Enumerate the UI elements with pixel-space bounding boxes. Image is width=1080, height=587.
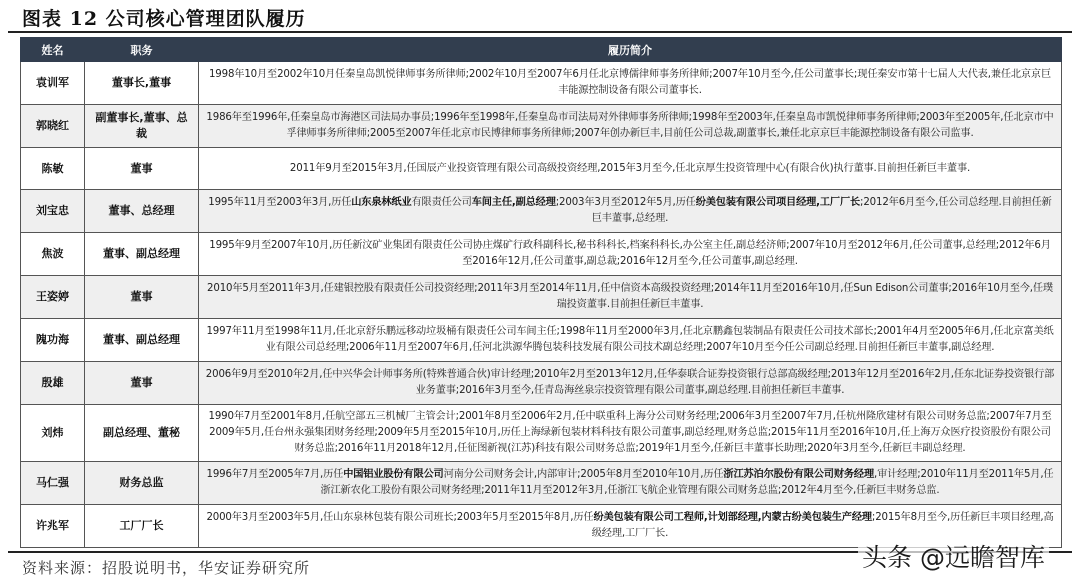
member-bio-cell: [199, 190, 1062, 233]
member-name-cell: 陈敏: [21, 148, 85, 190]
table-row: [21, 233, 1062, 276]
bio-text: ;2015年8月至今,历任新巨丰项目经理,高级经理,工厂厂长.: [591, 512, 1054, 539]
member-role-cell: 董事、副总经理: [85, 319, 199, 362]
bio-text: 1995年9月至2007年10月,历任新汶矿业集团有限责任公司协庄煤矿行政科副科长,秘书科科长,档案科科长,办公室主任,副总经济师;2007年10月至2012年6月,任公司董事,总经理;2012年6月至2016年12月,任公司董事,副总裁;2016年12月至今,任公司董事,副总经理.: [209, 240, 1051, 267]
bio-emphasis-text: 浙江苏泊尔股份有限公司财务经理: [723, 469, 874, 480]
member-name-cell: 袁训军: [21, 62, 85, 105]
table-row: [21, 276, 1062, 319]
bio-text: 2006年9月至2010年2月,任中兴华会计师事务所(特殊普通合伙)审计经理;2010年2月至2013年12月,任华泰联合证券投资银行总部高级经理;2013年12月至2016年2月,任东北证券投资银行部业务董事;2016年3月至今,任青岛海丝泉宗投资管理有限公司董事,副总经理.目前担任新巨丰董事.: [205, 369, 1055, 396]
member-bio-cell: [199, 148, 1062, 190]
member-role-cell: 副总经理、董秘: [85, 405, 199, 462]
member-bio-cell: [199, 462, 1062, 505]
member-bio-cell: [199, 405, 1062, 462]
table-row: [21, 319, 1062, 362]
bio-emphasis-text: 山东泉林纸业: [351, 197, 412, 208]
bio-text: 1996年7月至2005年7月,历任: [206, 469, 344, 480]
member-name-cell: 郭晓红: [21, 105, 85, 148]
member-name-cell: 王姿婷: [21, 276, 85, 319]
watermark-text: 头条 @远瞻智库: [858, 538, 1049, 574]
table-row: [21, 62, 1062, 105]
member-name-cell: 隗功海: [21, 319, 85, 362]
bio-text: ;2003年3月至2012年5月,历任: [555, 197, 696, 208]
figure-title: 图表 12 公司核心管理团队履历: [22, 8, 306, 30]
member-role-cell: 副董事长,董事、总裁: [85, 105, 199, 148]
bio-emphasis-text: 中国铝业股份有限公司: [343, 469, 444, 480]
table-header-row: [21, 38, 1062, 62]
bio-text: 1986年至1996年,任秦皇岛市海港区司法局办事员;1996年至1998年,任秦皇岛市司法局对外律师事务所律师;1998年至2003年,任秦皇岛市凯悦律师事务所律师;2003年至2005年,任北京市中孚律师事务所律师;2005至2007年任北京市民博律师事务所律师;2007年创办新巨丰,目前任公司总裁,副董事长,兼任北京京巨丰能源控制设备有限公司监事.: [206, 112, 1054, 139]
member-role-cell: 财务总监: [85, 462, 199, 505]
member-name-cell: 马仁强: [21, 462, 85, 505]
source-note: 资料来源：招股说明书，华安证券研究所: [22, 559, 311, 577]
bio-text: 河南分公司财务会计,内部审计;2005年8月至2010年10月,历任: [443, 469, 724, 480]
bio-emphasis-text: 纷美包装有限公司工程师,计划部经理,内蒙古纷美包装生产经理: [593, 512, 872, 523]
bio-text: 2000年3月至2003年5月,任山东泉林包装有限公司班长;2003年5月至2015年8月,历任: [206, 512, 594, 523]
table-row: [21, 148, 1062, 190]
member-bio-cell: [199, 276, 1062, 319]
member-name-cell: 许兆军: [21, 505, 85, 548]
column-header-name: 姓名: [21, 38, 85, 62]
bio-emphasis-text: 纷美包装有限公司项目经理,工厂厂长: [695, 197, 861, 208]
member-role-cell: 董事、总经理: [85, 190, 199, 233]
bio-text: 2010年5月至2011年3月,任建银控股有限责任公司投资经理;2011年3月至2014年11月,任中信资本高级投资经理;2014年11月至2016年10月,任Sun Edison公司董事;2016年10月至今,任璞瑞投资董事.目前担任新巨丰董事.: [207, 283, 1053, 310]
member-name-cell: 殷雄: [21, 362, 85, 405]
table-row: [21, 405, 1062, 462]
column-header-bio: 履历简介: [199, 38, 1062, 62]
bio-text: ;2012年6月至今,任公司总经理.目前担任新巨丰董事,总经理.: [591, 197, 1052, 224]
table-row: [21, 462, 1062, 505]
member-role-cell: 董事、副总经理: [85, 233, 199, 276]
bio-text: ,审计经理;2010年11月至2011年5月,任浙江新农化工股份有限公司财务经理;2011年11月至2012年3月,任浙江飞航企业管理有限公司财务总监;2012年4月至今,任新巨丰财务总监.: [320, 469, 1054, 496]
bio-text: 1997年11月至1998年11月,任北京舒乐鹏远移动垃圾桶有限责任公司车间主任;1998年11月至2000年3月,任北京鹏鑫包装制品有限责任公司技术部长;2001年4月至2005年6月,任北京富美纸业有限公司总经理;2006年11月至2007年6月,任河北洪源华腾包装科技发展有限公司技术副总经理;2007年10月至今任公司副总经理.目前担任新巨丰董事,副总经理.: [206, 326, 1054, 353]
management-team-table: [20, 37, 1062, 548]
bio-text: 1998年10月至2002年10月任秦皇岛凯悦律师事务所律师;2002年10月至2007年6月任北京博儒律师事务所律师;2007年10月至今,任公司董事长;现任秦安市第十七届人大代表,兼任北京京巨丰能源控制设备有限公司董事长.: [208, 69, 1052, 96]
bio-text: 1995年11月至2003年3月,历任: [208, 197, 352, 208]
member-name-cell: 刘炜: [21, 405, 85, 462]
bio-emphasis-text: 车间主任,副总经理: [471, 197, 556, 208]
top-rule-divider: [8, 31, 1072, 33]
column-header-role: 职务: [85, 38, 199, 62]
member-bio-cell: [199, 362, 1062, 405]
member-bio-cell: [199, 105, 1062, 148]
member-role-cell: 董事: [85, 148, 199, 190]
member-role-cell: 董事: [85, 362, 199, 405]
member-bio-cell: [199, 319, 1062, 362]
table-row: [21, 190, 1062, 233]
table-row: [21, 105, 1062, 148]
bio-text: 有限责任公司: [411, 197, 472, 208]
table-row: [21, 362, 1062, 405]
member-role-cell: 工厂厂长: [85, 505, 199, 548]
member-role-cell: 董事: [85, 276, 199, 319]
member-bio-cell: [199, 233, 1062, 276]
bio-text: 1990年7月至2001年8月,任航空部五三机械厂主管会计;2001年8月至2006年2月,任中联重科上海分公司财务经理;2006年3月至2007年7月,任杭州隆欣建材有限公司财务总监;2007年7月至2009年5月,任台州永强集团财务经理;2009年5月至2015年10月,历任上海绿新包装材料科技有限公司董事,副总经理,财务总监;2015年11月至2016年10月,任上海万众医疗投资股份有限公司财务总监;2016年11月2018年12月,任征图新视(江苏)科技有限公司财务总监;2019年1月至今,任新巨丰董事长助理;2020年3月至今,任新巨丰副总经理.: [208, 411, 1052, 454]
member-bio-cell: [199, 62, 1062, 105]
member-name-cell: 刘宝忠: [21, 190, 85, 233]
bio-text: 2011年9月至2015年3月,任国辰产业投资管理有限公司高级投资经理,2015年3月至今,任北京厚生投资管理中心(有限合伙)执行董事.目前担任新巨丰董事.: [289, 162, 971, 174]
member-name-cell: 焦波: [21, 233, 85, 276]
member-role-cell: 董事长,董事: [85, 62, 199, 105]
